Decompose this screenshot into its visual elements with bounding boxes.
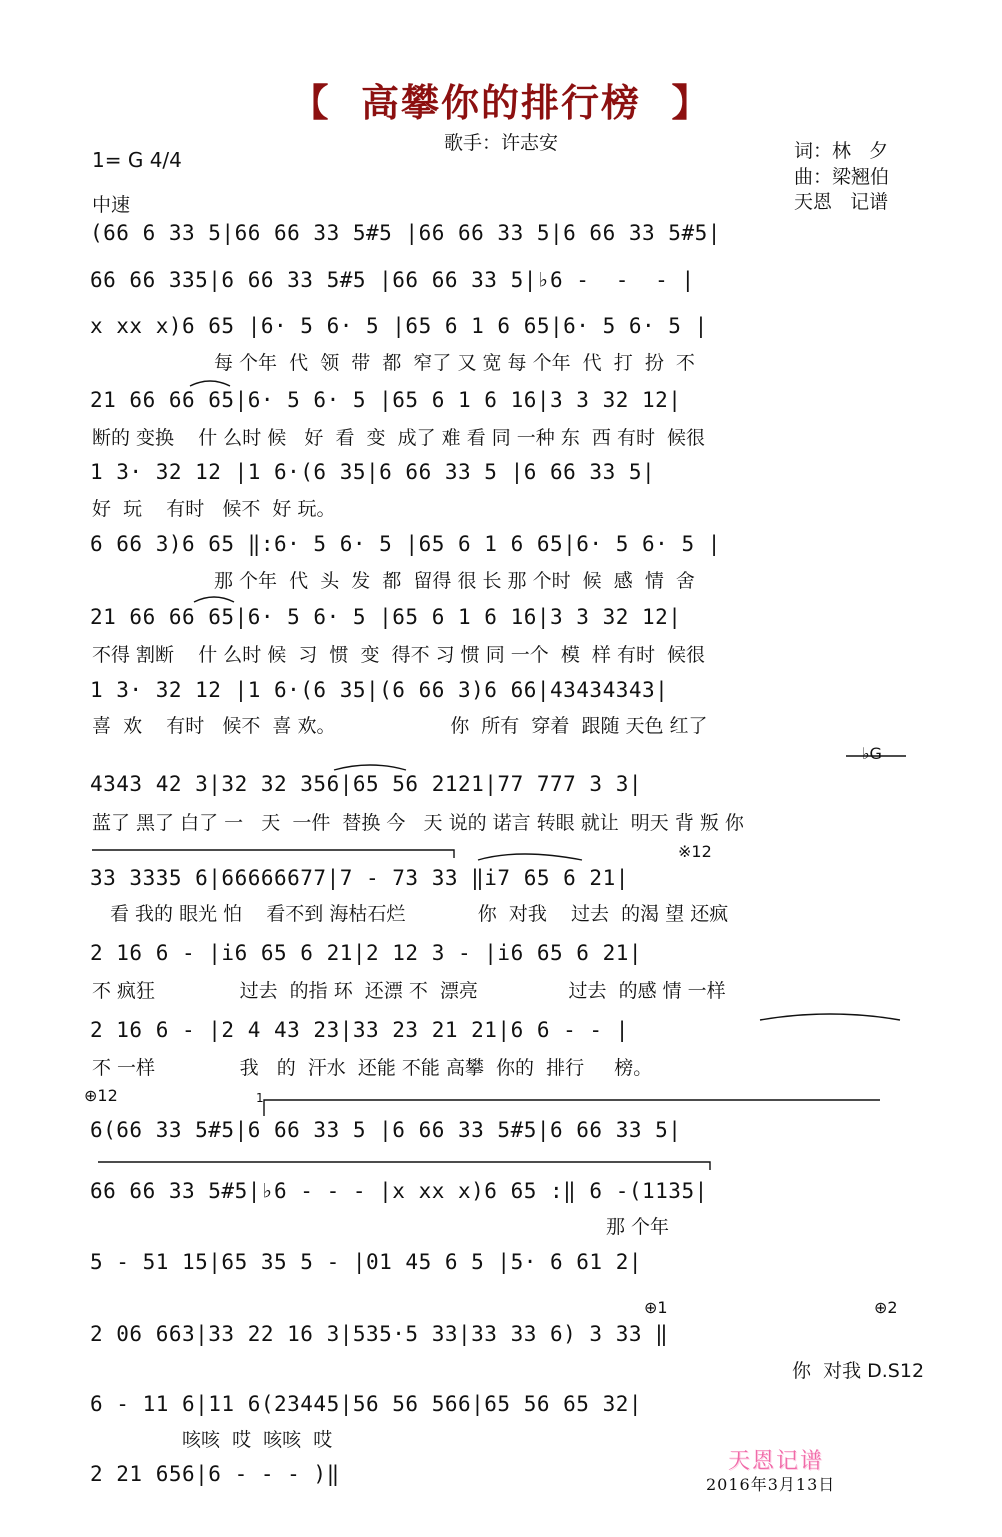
- system-notes: x xx x)6 65 |6· 5 6· 5 |65 6 1 6 65|6· 5 6· 5 |: [90, 314, 708, 338]
- coda-mark: ⊕12: [84, 1086, 118, 1105]
- system-notes: 2 06 663|33 22 16 3|535·5 33|33 33 6) 3 33 ‖: [90, 1322, 669, 1346]
- modulation-mark: ♭G: [862, 744, 882, 763]
- system-lyrics: 断的 变换 什 么时 候 好 看 变 成了 难 看 同 一种 东 西 有时 候很: [92, 427, 706, 449]
- system-lyrics: 每 个年 代 领 带 都 窄了 又 宽 每 个年 代 打 扮 不: [214, 352, 695, 374]
- slur-mark: [478, 854, 582, 860]
- volta-bracket: [264, 1100, 880, 1116]
- transcription-date: 2016年3月13日: [706, 1475, 836, 1494]
- slur-mark: [194, 597, 234, 602]
- system-notes: 6 66 3)6 65 ‖:6· 5 6· 5 |65 6 1 6 65|6· 5 6· 5 |: [90, 532, 721, 556]
- system-lyrics: 不得 割断 什 么时 候 习 惯 变 得不 习 惯 同 一个 模 样 有时 候很: [92, 644, 706, 666]
- segno-mark: ※12: [678, 842, 712, 861]
- system-lyrics: 不 疯狂 过去 的指 环 还漂 不 漂亮 过去 的感 情 一样: [92, 980, 726, 1002]
- system-notes: 2 16 6 - |i6 65 6 21|2 12 3 - |i6 65 6 21|: [90, 941, 643, 965]
- composer-credit: 曲：梁翘伯: [794, 166, 890, 188]
- system-notes: 1 3· 32 12 |1 6·(6 35|6 66 33 5 |6 66 33 5|: [90, 460, 656, 484]
- system-notes: 66 66 335|6 66 33 5#5 |66 66 33 5|♭6 - - - |: [90, 268, 695, 292]
- system-notes: 2 16 6 - |2 4 43 23|33 23 21 21|6 6 - - |: [90, 1018, 629, 1042]
- coda-mark: ⊕1: [644, 1298, 668, 1317]
- system-lyrics: 喜 欢 有时 候不 喜 欢。 你 所有 穿着 跟随 天色 红了: [92, 715, 708, 737]
- system-notes: 5 - 51 15|65 35 5 - |01 45 6 5 |5· 6 61 2|: [90, 1250, 643, 1274]
- system-lyrics: 好 玩 有时 候不 好 玩。: [92, 498, 336, 520]
- system-notes: 21 66 66 65|6· 5 6· 5 |65 6 1 6 16|3 3 32 12|: [90, 388, 682, 412]
- song-title: 【 高攀你的排行榜 】: [290, 81, 712, 125]
- tie-mark: [760, 1014, 900, 1020]
- system-lyrics: 那 个年 代 头 发 都 留得 很 长 那 个时 候 感 情 舍: [214, 570, 695, 592]
- system-notes: 66 66 33 5#5|♭6 - - - |x xx x)6 65 :‖ 6 -(1135|: [90, 1179, 708, 1203]
- system-notes: 21 66 66 65|6· 5 6· 5 |65 6 1 6 16|3 3 32 12|: [90, 605, 682, 629]
- system-notes: (66 6 33 5|66 66 33 5#5 |66 66 33 5|6 66 33 5#5|: [90, 221, 721, 245]
- singer-credit: 歌手：许志安: [443, 132, 558, 154]
- volta-bracket: [98, 1162, 710, 1170]
- system-notes: 6(66 33 5#5|6 66 33 5 |6 66 33 5#5|6 66 33 5|: [90, 1118, 682, 1142]
- watermark-stamp: 天恩记谱: [728, 1449, 825, 1474]
- system-notes: 33 3335 6|66666677|7 - 73 33 ‖i7 65 6 21|: [90, 866, 629, 890]
- phrase-bracket: [92, 850, 454, 858]
- system-notes: 6 - 11 6|11 6(23445|56 56 566|65 56 65 32|: [90, 1392, 643, 1416]
- system-lyrics: 咳咳 哎 咳咳 哎: [182, 1429, 333, 1451]
- system-lyrics: 看 我的 眼光 怕 看不到 海枯石烂 你 对我 过去 的渴 望 还疯: [110, 903, 729, 925]
- system-notes: 2 21 656|6 - - - )‖: [90, 1462, 340, 1486]
- tempo-marking: 中速: [92, 194, 131, 216]
- system-notes: 4343 42 3|32 32 356|65 56 2121|77 777 3 3|: [90, 772, 643, 796]
- transcriber-credit: 天恩 记谱: [794, 191, 889, 213]
- key-signature: 1= G 4/4: [92, 148, 182, 172]
- system-notes: 1 3· 32 12 |1 6·(6 35|(6 66 3)6 66|43434343|: [90, 678, 669, 702]
- coda-mark: ⊕2: [874, 1298, 898, 1317]
- volta-number: 1: [256, 1091, 264, 1105]
- lyricist-credit: 词：林 夕: [794, 140, 889, 162]
- slur-mark: [334, 765, 406, 770]
- system-lyrics: 蓝了 黑了 白了 一 天 一件 替换 今 天 说的 诺言 转眼 就让 明天 背 叛 你: [92, 812, 744, 834]
- system-lyrics: 那 个年: [606, 1216, 670, 1238]
- system-lyrics: 不 一样 我 的 汗水 还能 不能 高攀 你的 排行 榜。: [92, 1057, 653, 1079]
- slur-mark: [190, 381, 230, 386]
- system-lyrics: 你 对我 D.S12: [792, 1360, 925, 1382]
